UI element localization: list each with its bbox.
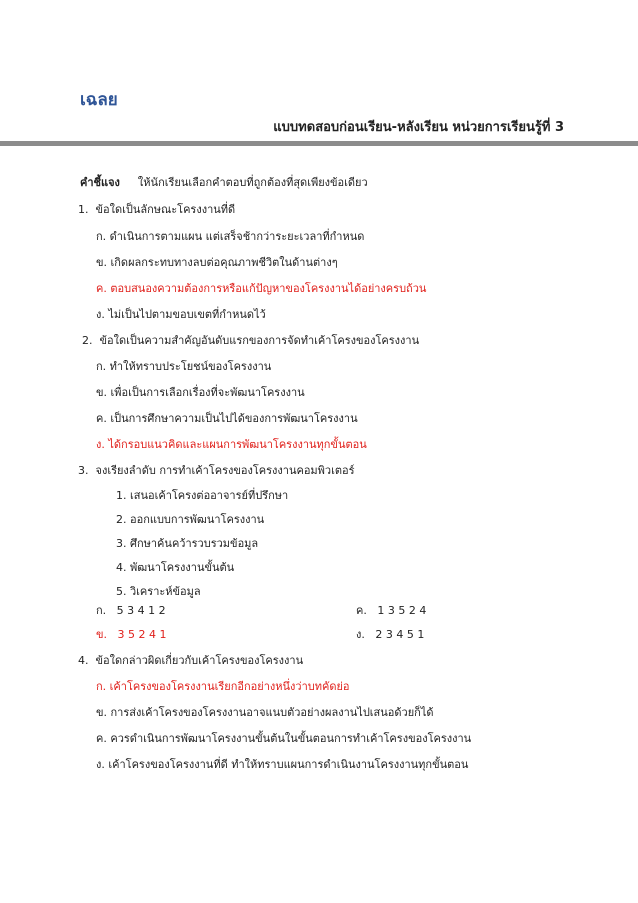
q4-option-c: ค. ควรดำเนินการพัฒนาโครงงานขั้นต้นในขั้นตอนการทำเค้าโครงของโครงงาน [96,732,472,745]
option-value: 5 3 4 1 2 [116,604,166,617]
q1-option-a: ก. ดำเนินการตามแผน แต่เสร็จช้ากว่าระยะเวลาที่กำหนด [96,230,365,243]
q3-step-2: 2. ออกแบบการพัฒนาโครงงาน [116,513,265,526]
q3-option-b-correct [96,628,167,642]
option-letter: ค. [356,604,367,617]
q1-option-c-correct: ค. ตอบสนองความต้องการหรือแก้ปัญหาของโครงงานได้อย่างครบถ้วน [96,282,427,295]
q3-step-4: 4. พัฒนาโครงงานขั้นต้น [116,561,235,574]
test-subtitle: แบบทดสอบก่อนเรียน-หลังเรียน หน่วยการเรียนรู้ที่ 3 [273,120,564,135]
q2-option-d-correct: ง. ได้กรอบแนวคิดและแผนการพัฒนาโครงงานทุกขั้นตอน [96,438,367,451]
question-4 [78,654,303,668]
question-number: 2. [82,334,93,347]
q1-option-b: ข. เกิดผลกระทบทางลบต่อคุณภาพชีวิตในด้านต่างๆ [96,256,338,269]
option-letter: ง. [356,628,365,641]
option-letter: ก. [96,604,107,617]
option-letter: ข. [96,628,108,641]
q2-option-c: ค. เป็นการศึกษาความเป็นไปได้ของการพัฒนาโครงงาน [96,412,358,425]
header-divider [0,141,638,146]
instruction-text: ให้นักเรียนเลือกคำตอบที่ถูกต้องที่สุดเพียงข้อเดียว [137,176,368,189]
question-1 [78,203,235,217]
question-text: ข้อใดกล่าวผิดเกี่ยวกับเค้าโครงของโครงงาน [95,654,304,667]
question-text: ข้อใดเป็นลักษณะโครงงานที่ดี [95,203,236,216]
option-value: 2 3 4 5 1 [375,628,425,641]
question-2 [82,334,419,348]
page-title: เฉลย [80,90,118,110]
q4-option-b: ข. การส่งเค้าโครงของโครงงานอาจแนบตัวอย่างผลงานไปเสนอด้วยก็ได้ [96,706,434,719]
option-value: 3 5 2 4 1 [117,628,167,641]
question-3 [78,464,355,478]
question-number: 1. [78,203,89,216]
q3-step-3: 3. ศึกษาค้นคว้ารวบรวมข้อมูล [116,537,259,550]
q3-option-a [96,604,166,618]
q4-option-d: ง. เค้าโครงของโครงงานที่ดี ทำให้ทราบแผนการดำเนินงานโครงงานทุกขั้นตอน [96,758,469,771]
question-number: 3. [78,464,89,477]
question-number: 4. [78,654,89,667]
q2-option-a: ก. ทำให้ทราบประโยชน์ของโครงงาน [96,360,272,373]
q3-option-d [356,628,424,642]
instruction [80,176,368,190]
q1-option-d: ง. ไม่เป็นไปตามขอบเขตที่กำหนดไว้ [96,308,266,321]
q3-option-c [356,604,426,618]
q3-step-1: 1. เสนอเค้าโครงต่ออาจารย์ที่ปรึกษา [116,489,289,502]
q4-option-a-correct: ก. เค้าโครงของโครงงานเรียกอีกอย่างหนึ่งว่าบทคัดย่อ [96,680,350,693]
option-value: 1 3 5 2 4 [377,604,427,617]
q3-step-5: 5. วิเคราะห์ข้อมูล [116,585,201,598]
question-text: ข้อใดเป็นความสำคัญอันดับแรกของการจัดทำเค้าโครงของโครงงาน [99,334,420,347]
question-text: จงเรียงลำดับ การทำเค้าโครงของโครงงานคอมพิวเตอร์ [95,464,355,477]
instruction-label: คำชี้แจง [80,176,120,189]
q2-option-b: ข. เพื่อเป็นการเลือกเรื่องที่จะพัฒนาโครงงาน [96,386,305,399]
